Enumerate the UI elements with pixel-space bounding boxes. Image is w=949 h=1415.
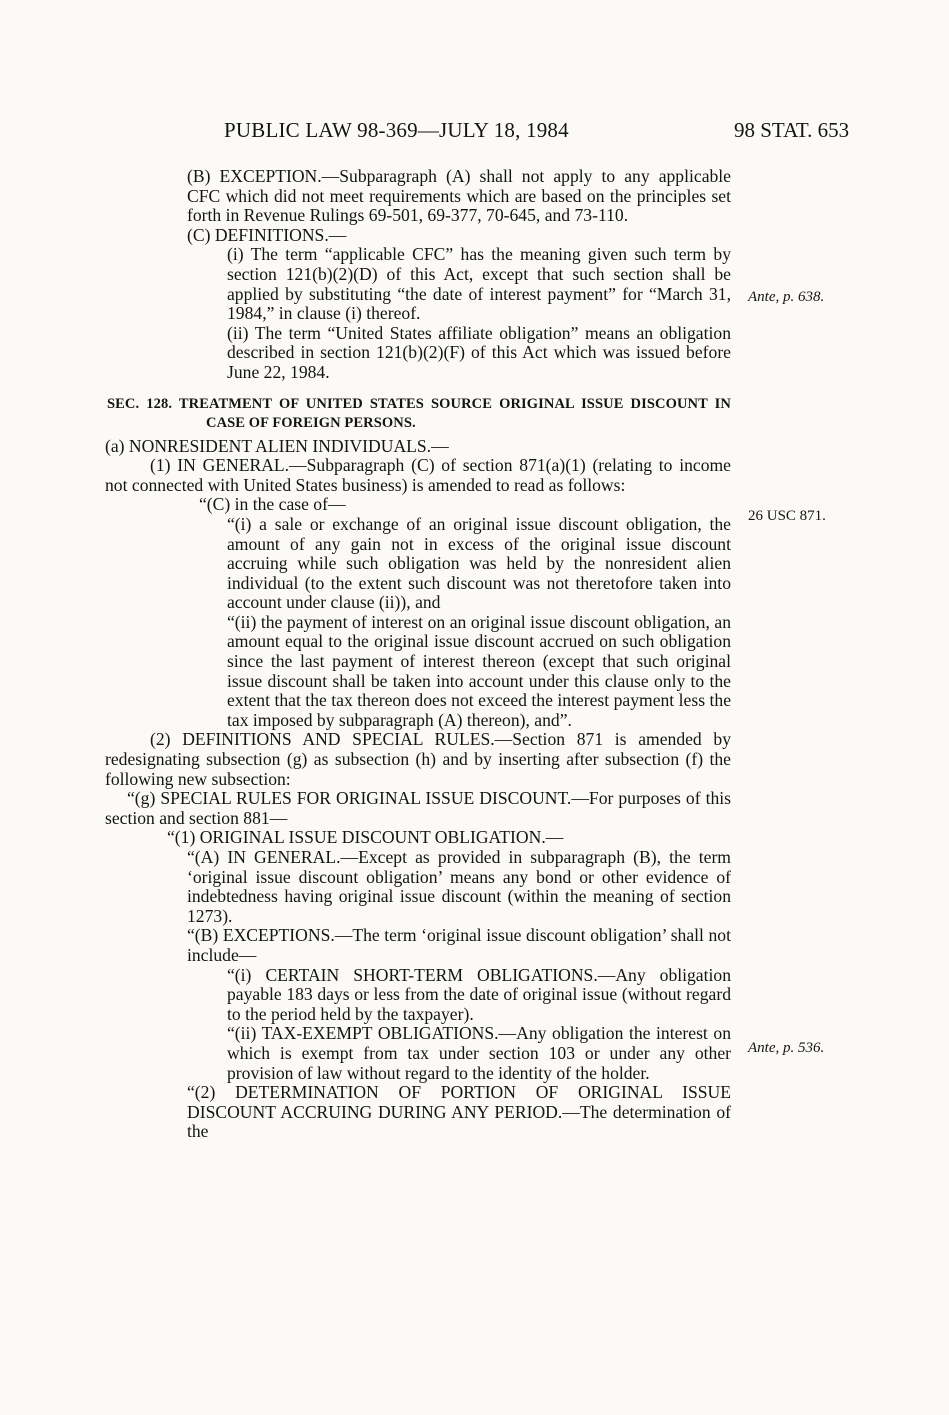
quote-g-1: “(1) ORIGINAL ISSUE DISCOUNT OBLIGATION.— xyxy=(167,827,564,848)
quote-g-1-b: “(B) EXCEPTIONS.—The term ‘original issue discount obligation’ shall not include— xyxy=(187,925,731,965)
body-text xyxy=(105,167,731,1142)
quote-g: “(g) SPECIAL RULES FOR ORIGINAL ISSUE DISCOUNT.—For purposes of this section and section 881— xyxy=(105,788,731,828)
para-c-i: (i) The term “applicable CFC” has the meaning given such term by section 121(b)(2)(D) of this Act, except that such section shall be applied by substituting “the date of interest payment” for “March 31, 1984,” in clause (i) thereof. xyxy=(227,244,731,324)
para-c-definitions: (C) DEFINITIONS.— xyxy=(187,224,347,245)
quote-g-1-b-i: “(i) CERTAIN SHORT-TERM OBLIGATIONS.—Any obligation payable 183 days or less from the date of original issue (without regard to the period held by the taxpayer). xyxy=(227,964,731,1024)
statute-page-number: 98 STAT. 653 xyxy=(734,118,850,142)
para-c-ii: (ii) The term “United States affiliate obligation” means an obligation described in section 121(b)(2)(F) of this Act which was issued before June 22, 1984. xyxy=(227,322,731,382)
margin-note-ante-638: Ante, p. 638. xyxy=(748,289,825,305)
quote-g-2: “(2) DETERMINATION OF PORTION OF ORIGINAL ISSUE DISCOUNT ACCRUING DURING ANY PERIOD.—The determination of the xyxy=(187,1082,731,1142)
para-a-2-definitions: (2) DEFINITIONS AND SPECIAL RULES.—Section 871 is amended by redesignating subsection (g) as subsection (h) and by inserting after subsection (f) the following new subsection: xyxy=(105,729,731,789)
margin-note-ante-536: Ante, p. 536. xyxy=(748,1040,825,1056)
quote-c-ii: “(ii) the payment of interest on an original issue discount obligation, an amount equal to the original issue discount accrued on such obligation since the last payment of interest thereon (except that such original issue discount shall be taken into account under this clause only to the extent that the tax thereon does not exceed the interest payment less the tax imposed by subparagraph (A) thereon), and”. xyxy=(227,611,731,730)
quote-g-1-b-ii: “(ii) TAX-EXEMPT OBLIGATIONS.—Any obligation the interest on which is exempt from tax under section 103 or under any other provision of law without regard to the identity of the holder. xyxy=(227,1023,731,1083)
quote-c: “(C) in the case of— xyxy=(199,494,346,515)
para-a-1-general: (1) IN GENERAL.—Subparagraph (C) of section 871(a)(1) (relating to income not connected with United States business) is amended to read as follows: xyxy=(105,455,731,495)
para-a-nonresident: (a) NONRESIDENT ALIEN INDIVIDUALS.— xyxy=(105,435,449,456)
quote-g-1-a: “(A) IN GENERAL.—Except as provided in subparagraph (B), the term ‘original issue discount obligation’ means any bond or other evidence of indebtedness having original issue discount (within the meaning of section 1273). xyxy=(187,847,731,926)
running-head-title: PUBLIC LAW 98-369—JULY 18, 1984 xyxy=(224,118,569,142)
page-header xyxy=(0,118,949,146)
para-b-exception: (B) EXCEPTION.—Subparagraph (A) shall not apply to any applicable CFC which did not meet requirements which are based on the principles set forth in Revenue Rulings 69-501, 69-377, 70-645, and 73-110. xyxy=(187,166,731,226)
quote-c-i: “(i) a sale or exchange of an original issue discount obligation, the amount of any gain not in excess of the original issue discount accruing while such obligation was held by the nonresident alien individual (to the extent such discount was not theretofore taken into account under clause (ii)), and xyxy=(227,513,731,613)
margin-note-usc-871: 26 USC 871. xyxy=(748,508,826,524)
section-heading: SEC. 128. TREATMENT OF UNITED STATES SOURCE ORIGINAL ISSUE DISCOUNT IN CASE OF FOREIGN PERSONS. xyxy=(107,395,731,431)
